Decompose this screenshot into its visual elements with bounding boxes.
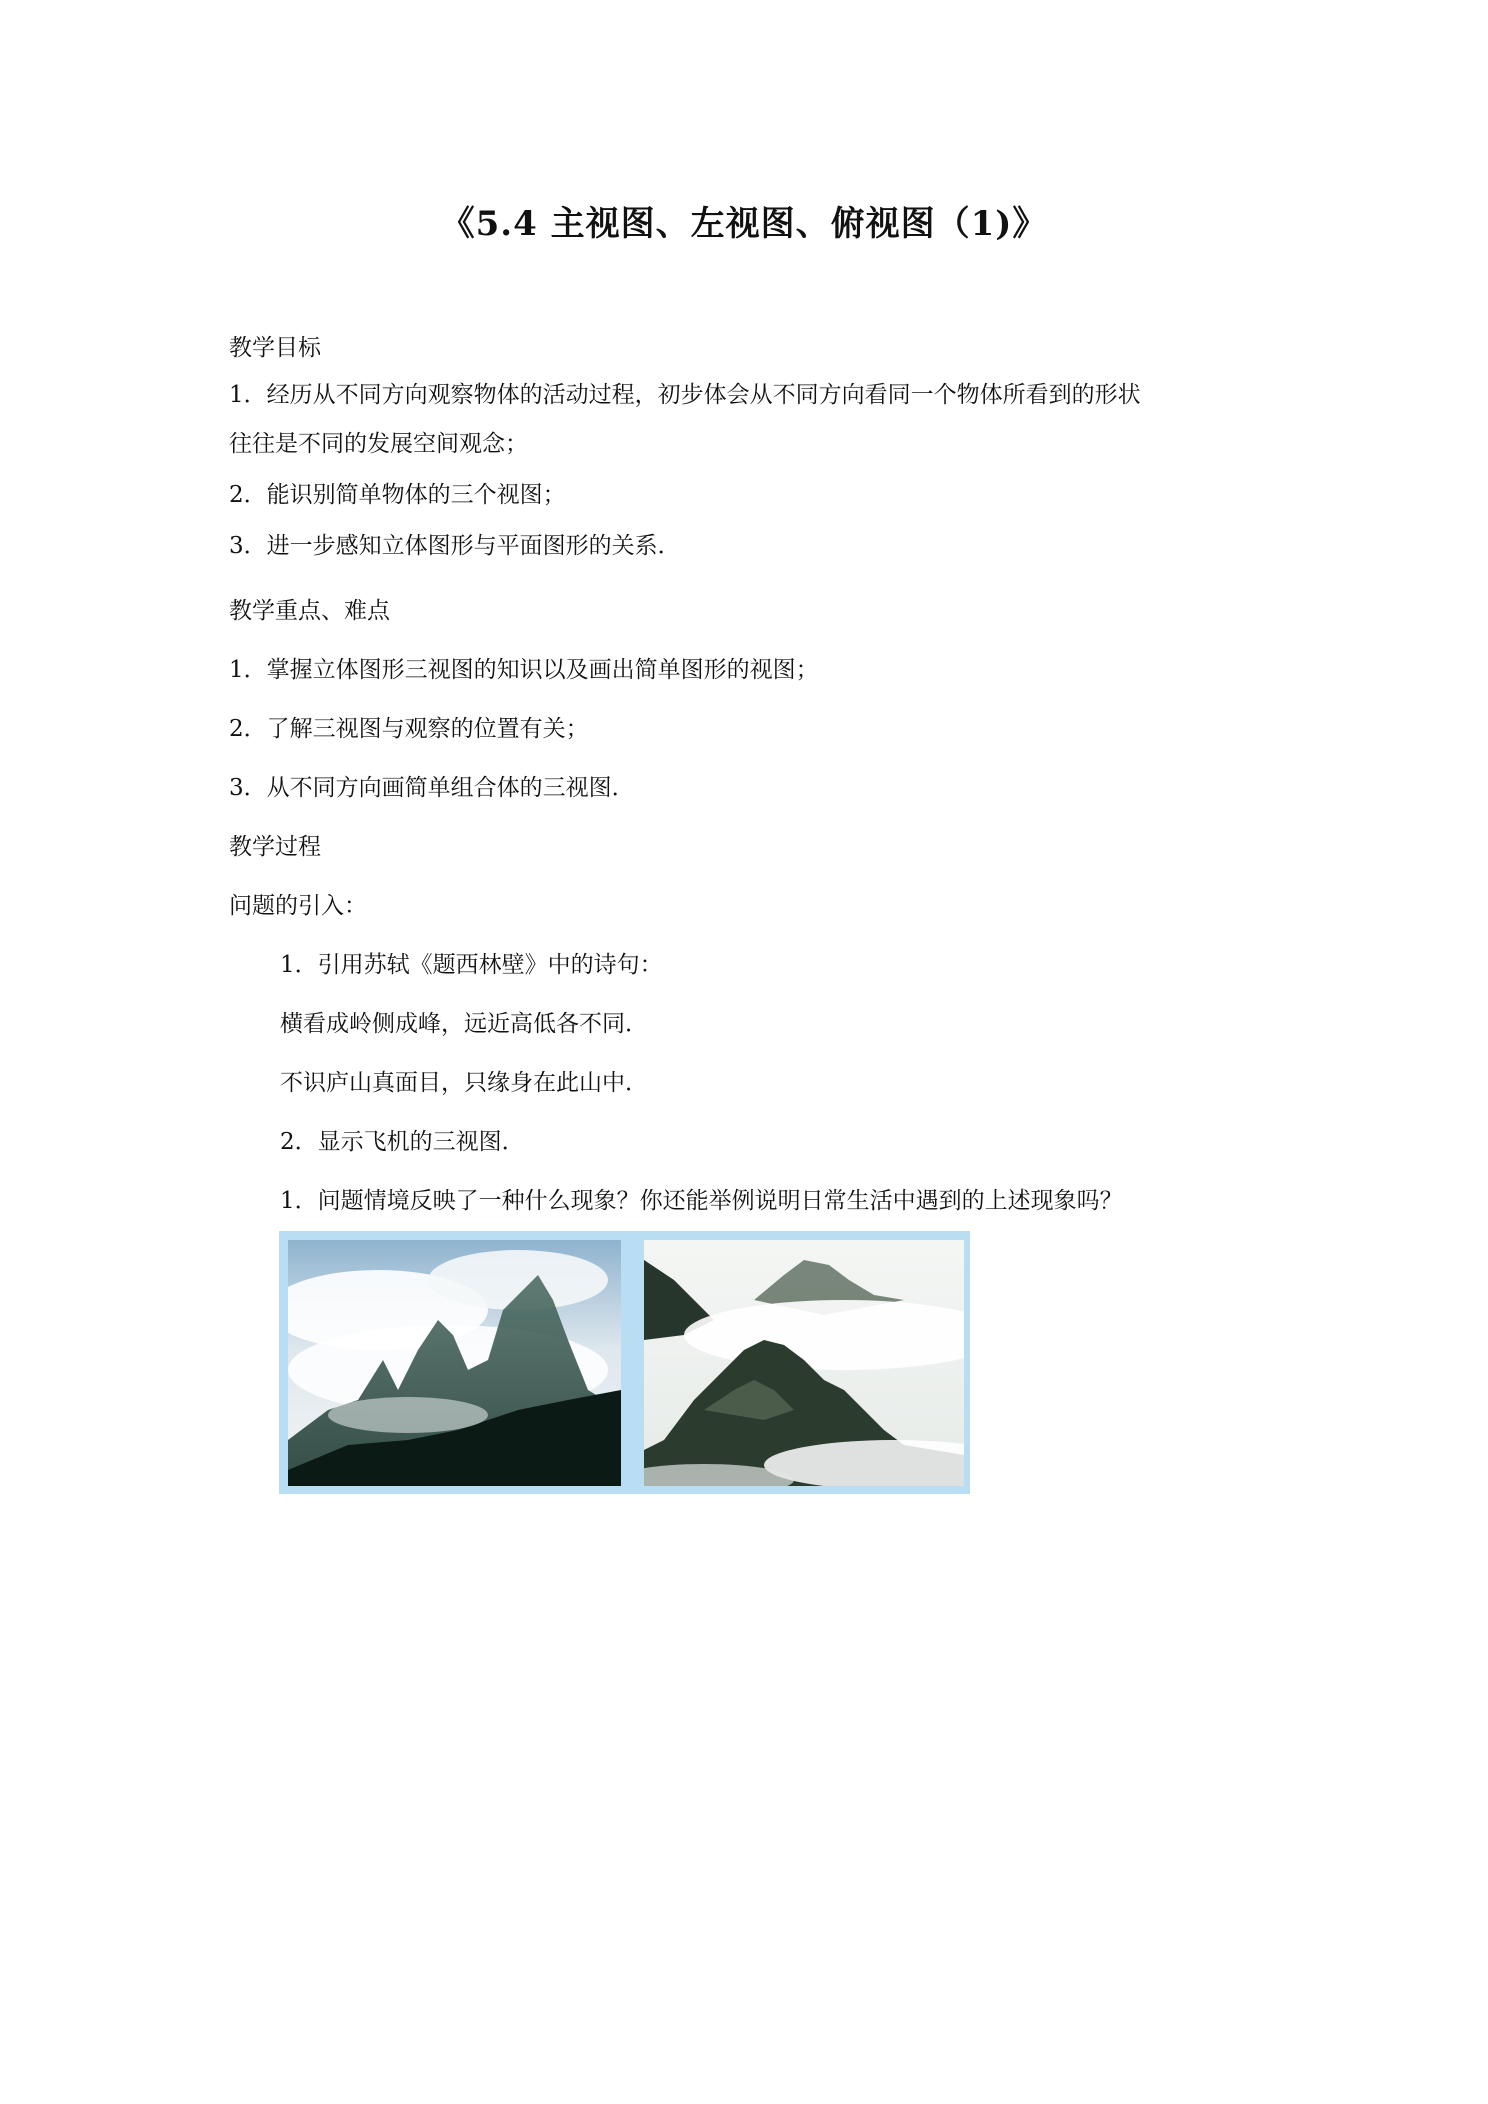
intro-heading: 问题的引入： [229, 893, 367, 919]
goal-item-1: 1．经历从不同方向观察物体的活动过程，初步体会从不同方向看同一个物体所看到的形状 [229, 382, 1141, 408]
poem-line-2: 不识庐山真面目，只缘身在此山中． [280, 1070, 648, 1096]
intro-item-1: 1．引用苏轼《题西林壁》中的诗句： [280, 952, 663, 978]
goal-item-3: 3．进一步感知立体图形与平面图形的关系． [229, 533, 681, 559]
process-heading: 教学过程 [229, 834, 321, 860]
question-item-1: 1．问题情境反映了一种什么现象？你还能举例说明日常生活中遇到的上述现象吗？ [280, 1188, 1123, 1214]
page-title: 《5.4 主视图、左视图、俯视图（1)》 [440, 204, 1048, 244]
key-point-item-1: 1．掌握立体图形三视图的知识以及画出简单图形的视图； [229, 657, 819, 683]
key-point-item-3: 3．从不同方向画简单组合体的三视图． [229, 775, 635, 801]
mountain-sea-of-clouds-photo [644, 1240, 964, 1486]
key-point-item-2: 2．了解三视图与观察的位置有关； [229, 716, 589, 742]
misty-mountain-peaks-photo [288, 1240, 621, 1486]
photo-frame [279, 1231, 970, 1494]
poem-line-1: 横看成岭侧成峰，远近高低各不同． [280, 1011, 648, 1037]
key-points-heading: 教学重点、难点 [229, 598, 390, 624]
goals-heading: 教学目标 [229, 335, 321, 361]
intro-item-2: 2．显示飞机的三视图． [280, 1129, 525, 1155]
goal-item-2: 2．能识别简单物体的三个视图； [229, 482, 566, 508]
goal-item-1-cont: 往往是不同的发展空间观念； [229, 431, 528, 457]
